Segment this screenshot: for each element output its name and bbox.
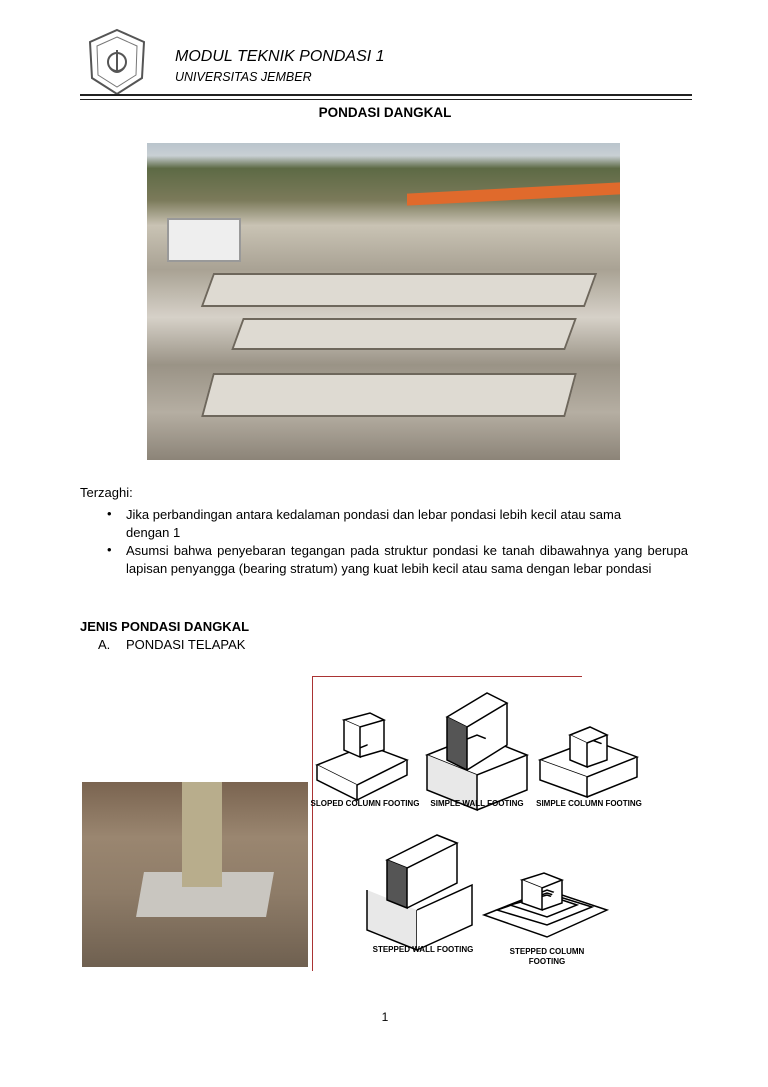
page-title: PONDASI DANGKAL bbox=[318, 105, 452, 120]
university-name: UNIVERSITAS JEMBER bbox=[175, 70, 312, 84]
label-stepped-wall-footing: STEPPED WALL FOOTING bbox=[372, 945, 474, 954]
label-sloped-column-footing: SLOPED COLUMN FOOTING bbox=[310, 799, 420, 808]
university-logo bbox=[86, 28, 148, 96]
stepped-column-footing-figure bbox=[484, 873, 607, 937]
simple-wall-footing-figure bbox=[427, 693, 527, 810]
header-rule-thin bbox=[80, 99, 692, 100]
bullet-2: Asumsi bahwa penyebaran tegangan pada struktur pondasi ke tanah dibawahnya yang berupa lapisan penyangga (bearing stratum) yang kuat lebih kecil atau sama dengan lebar pondasi bbox=[126, 543, 688, 576]
label-stepped-column-footing: STEPPED COLUMN FOOTING bbox=[509, 947, 585, 966]
section-heading: JENIS PONDASI DANGKAL bbox=[80, 619, 250, 634]
sloped-column-footing-figure bbox=[317, 713, 407, 800]
bullet-1-line1: Jika perbandingan antara kedalaman pondasi dan lebar pondasi lebih kecil atau sama bbox=[126, 507, 622, 522]
header-rule bbox=[80, 94, 692, 96]
stepped-wall-footing-figure bbox=[367, 835, 472, 950]
page-number: 1 bbox=[381, 1010, 389, 1024]
footing-types-diagram bbox=[312, 675, 662, 970]
label-simple-wall-footing: SIMPLE WALL FOOTING bbox=[430, 799, 524, 808]
module-title: MODUL TEKNIK PONDASI 1 bbox=[175, 48, 385, 65]
intro-text: Terzaghi: bbox=[80, 485, 133, 500]
footing-excavation-photo bbox=[82, 782, 308, 967]
shallow-foundation-construction-photo bbox=[147, 143, 620, 460]
bullet-1-line2: dengan 1 bbox=[126, 525, 181, 540]
simple-column-footing-figure bbox=[540, 727, 637, 797]
subsection-marker: A. bbox=[98, 637, 111, 652]
label-simple-column-footing: SIMPLE COLUMN FOOTING bbox=[536, 799, 642, 808]
subsection-label: PONDASI TELAPAK bbox=[126, 637, 246, 652]
bullet-icon: • bbox=[107, 506, 112, 521]
bullet-icon: • bbox=[107, 542, 112, 557]
